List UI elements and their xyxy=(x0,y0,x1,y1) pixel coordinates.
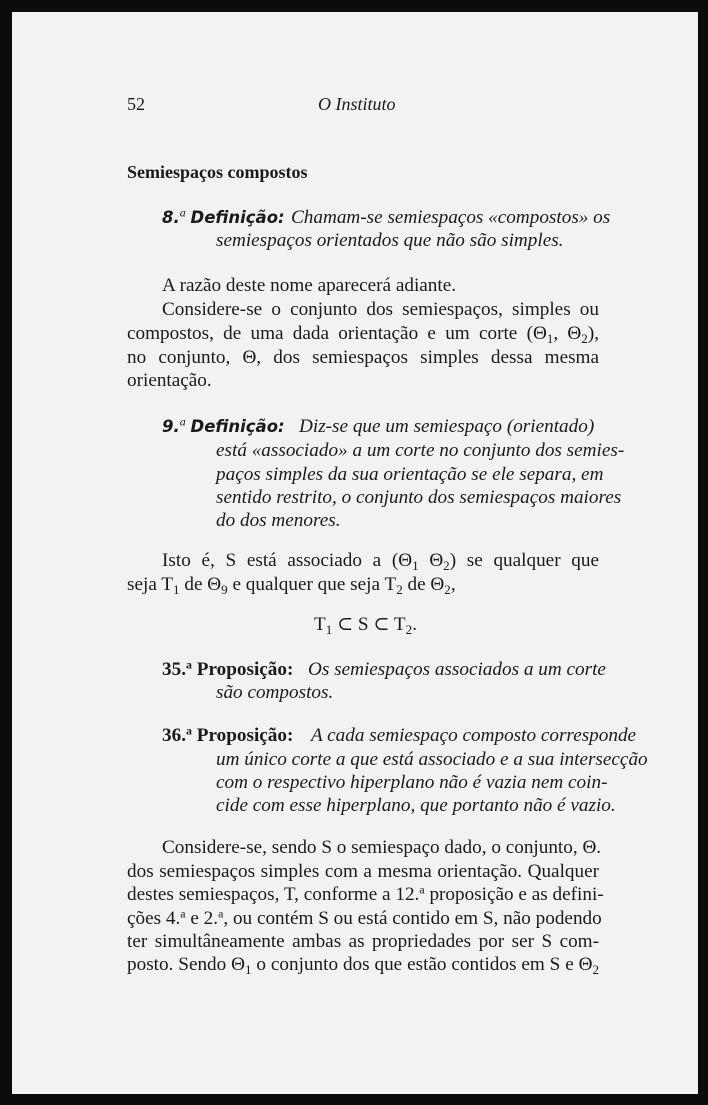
definition-9-text-line: paços simples da sua orientação se ele separa, em xyxy=(216,464,604,485)
proposition-36-keyword: Proposição: xyxy=(196,725,294,746)
paragraph-2-line: Considere-se o conjunto dos semiespaços, simples ou xyxy=(162,299,599,320)
proposition-36-text-line: cide com esse hiperplano, que portanto não é vazio. xyxy=(216,795,616,816)
definition-8-ordinal: a xyxy=(179,205,186,220)
proposition-36-heading xyxy=(162,724,293,748)
formula: $T_1$ ⊂ S ⊂ $T_2$. xyxy=(314,614,417,638)
proposition-35-heading xyxy=(162,658,293,682)
proposition-36-text-line: A cada semiespaço composto corresponde xyxy=(311,725,637,746)
proposition-36-text-line: um único corte a que está associado e a sua intersecção xyxy=(216,749,648,770)
definition-8-keyword: Definição: xyxy=(190,208,285,227)
definition-8-number: 8. xyxy=(162,208,180,227)
proposition-35-keyword: Proposição: xyxy=(196,659,294,680)
definition-9-ordinal: a xyxy=(179,414,186,429)
paragraph-4-line: ções 4.$^a$ e 2.$^a$, ou contém S ou está contido em S, não podendo xyxy=(127,906,602,929)
definition-8-text-line: Chamam-se semiespaços «compostos» os xyxy=(291,207,611,228)
book-page xyxy=(12,12,698,1094)
paragraph-2-line: no conjunto, Θ, dos semiespaços simples dessa mesma xyxy=(127,347,599,368)
paragraph-2-line: compostos, de uma dada orientação e um corte ($\Theta_1$, $\Theta_2$), xyxy=(127,323,599,347)
paragraph-3-line: Isto é, S está associado a ($\Theta_1$ $\Theta_2$) se qualquer que xyxy=(162,550,599,574)
paragraph-2-line: orientação. xyxy=(127,370,212,391)
definition-9-heading xyxy=(162,415,285,439)
definition-8-text-line: semiespaços orientados que não são simples. xyxy=(216,230,564,251)
definition-9-keyword: Definição: xyxy=(190,417,285,436)
definition-8-heading xyxy=(162,206,285,230)
section-title: Semiespaços compostos xyxy=(127,162,308,182)
proposition-35-text-line: Os semiespaços associados a um corte xyxy=(308,659,606,680)
proposition-35-number: 35. xyxy=(162,659,186,680)
page-number: 52 xyxy=(127,94,145,114)
proposition-36-number: 36. xyxy=(162,725,186,746)
definition-9-text-line: Diz-se que um semiespaço (orientado) xyxy=(299,416,595,437)
definition-9-text-line: do dos menores. xyxy=(216,510,341,531)
proposition-35-text-line: são compostos. xyxy=(216,682,334,703)
paragraph-4-line: posto. Sendo $\Theta_1$ o conjunto dos que estão contidos em S e $\Theta_2$ xyxy=(127,954,600,978)
paragraph-1-line: A razão deste nome aparecerá adiante. xyxy=(162,275,457,296)
paragraph-4-line: destes semiespaços, T, conforme a 12.$^a$ proposição e as defini- xyxy=(127,882,604,905)
definition-9-number: 9. xyxy=(162,417,180,436)
running-title: O Instituto xyxy=(318,94,396,114)
proposition-35-ordinal: a xyxy=(185,657,192,672)
paragraph-3-line: seja $T_1$ de $\Theta_9$ e qualquer que seja $T_2$ de $\Theta_2$, xyxy=(127,574,456,598)
paragraph-4-line: Considere-se, sendo S o semiespaço dado, o conjunto, Θ. xyxy=(162,837,602,858)
paragraph-4-line: ter simultâneamente ambas as propriedades por ser S com- xyxy=(127,931,599,952)
proposition-36-ordinal: a xyxy=(185,723,192,738)
definition-9-text-line: sentido restrito, o conjunto dos semiespaços maiores xyxy=(216,487,622,508)
proposition-36-text-line: com o respectivo hiperplano não é vazia nem coin- xyxy=(216,772,608,793)
paragraph-4-line: dos semiespaços simples com a mesma orientação. Qualquer xyxy=(127,861,599,882)
definition-9-text-line: está «associado» a um corte no conjunto dos semies- xyxy=(216,440,625,461)
